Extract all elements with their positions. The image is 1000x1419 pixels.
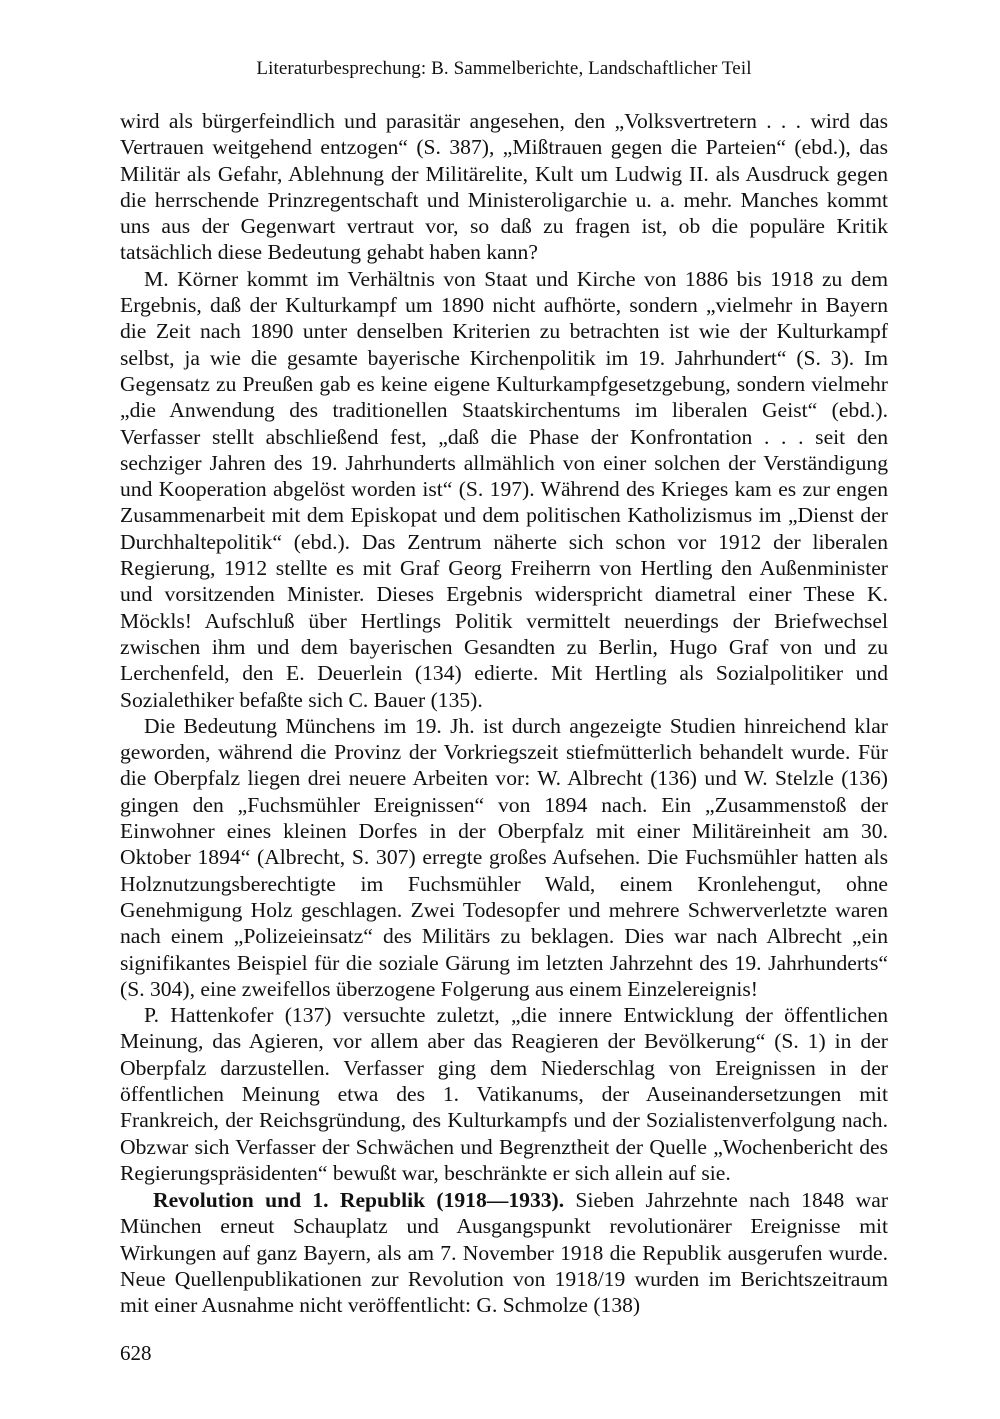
section-revolution xyxy=(120,1187,888,1318)
paragraph-3: Die Bedeutung Münchens im 19. Jh. ist durch angezeigte Studien hinreichend klar geworden, während die Provinz der Vorkriegszeit stiefmütterlich behandelt wurde. Für die Oberpfalz liegen drei neuere Arbeiten vor: W. Albrecht (136) und W. Stelzle (136) gingen den „Fuchsmühler Ereignissen“ von 1894 nach. Ein „Zusammenstoß der Einwohner eines kleinen Dorfes in der Oberpfalz mit einer Militäreinheit am 30. Oktober 1894“ (Albrecht, S. 307) erregte großes Aufsehen. Die Fuchsmühler hatten als Holznutzungsberechtigte im Fuchsmühler Wald, einem Kronlehengut, ohne Genehmigung Holz geschlagen. Zwei Todesopfer und mehrere Schwerverletzte waren nach einem „Polizeieinsatz“ des Militärs zu beklagen. Dies war nach Albrecht „ein signifikantes Beispiel für die soziale Gärung im letzten Jahrzehnt des 19. Jahrhunderts“ (S. 304), eine zweifellos überzogene Folgerung aus einem Einzelereignis! xyxy=(120,713,888,1001)
paragraph-2: M. Körner kommt im Verhältnis von Staat und Kirche von 1886 bis 1918 zu dem Ergebnis, daß der Kulturkampf um 1890 nicht aufhörte, sondern „vielmehr in Bayern die Zeit nach 1890 unter denselben Kriterien zu betrachten ist wie der Kulturkampf selbst, ja wie die gesamte bayerische Kirchenpolitik im 19. Jahrhundert“ (S. 3). Im Gegensatz zu Preußen gab es keine eigene Kulturkampfgesetzgebung, sondern vielmehr „die Anwendung des traditionellen Staatskirchentums im liberalen Geist“ (ebd.). Verfasser stellt abschließend fest, „daß die Phase der Konfrontation . . . seit den sechziger Jahren des 19. Jahrhunderts allmählich von einer solchen der Verständigung und Kooperation abgelöst worden ist“ (S. 197). Während des Krieges kam es zur engen Zusammenarbeit mit dem Episkopat und dem politischen Katholizismus im „Dienst der Durchhaltepolitik“ (ebd.). Das Zentrum näherte sich schon vor 1912 der liberalen Regierung, 1912 stellte es mit Graf Georg Freiherrn von Hertling den Außenminister und vorsitzenden Minister. Dieses Ergebnis widerspricht diametral einer These K. Möckls! Aufschluß über Hertlings Politik vermittelt neuerdings der Briefwechsel zwischen ihm und dem bayerischen Gesandten zu Berlin, Hugo Graf von und zu Lerchenfeld, den E. Deuerlein (134) edierte. Mit Hertling als Sozialpolitiker und Sozialethiker befaßte sich C. Bauer (135). xyxy=(120,266,888,712)
page-number: 628 xyxy=(120,1341,152,1365)
running-head: Literaturbesprechung: B. Sammelberichte, Landschaftlicher Teil xyxy=(256,58,752,79)
paragraph-1: wird als bürgerfeindlich und parasitär angesehen, den „Volksvertretern . . . wird das Vertrauen weitgehend entzogen“ (S. 387), „Mißtrauen gegen die Parteien“ (ebd.), das Militär als Gefahr, Ablehnung der Militärelite, Kult um Ludwig II. als Ausdruck gegen die herrschende Prinzregentschaft und Ministeroligarchie u. a. mehr. Manches kommt uns aus der Gegenwart vertraut vor, so daß zu fragen ist, ob die populäre Kritik tatsächlich diese Bedeutung gehabt haben kann? xyxy=(120,109,888,265)
body-text xyxy=(120,108,888,1186)
section-text: Sieben Jahrzehnte nach 1848 war München erneut Schauplatz und Ausgangspunkt revolutionärer Ereignisse mit Wirkungen auf ganz Bayern, als am 7. November 1918 die Republik ausgerufen wurde. Neue Quellenpublikationen zur Revolution von 1918/19 wurden im Berichtszeitraum mit einer Ausnahme nicht veröffentlicht: G. Schmolze (138) xyxy=(120,1188,889,1318)
paragraph-4: P. Hattenkofer (137) versuchte zuletzt, „die innere Entwicklung der öffentlichen Meinung, das Agieren, vor allem aber das Reagieren der Bevölkerung“ (S. 1) in der Oberpfalz darzustellen. Verfasser ging dem Niederschlag von Ereignissen in der öffentlichen Meinung etwa des 1. Vatikanums, der Auseinandersetzungen mit Frankreich, der Reichsgründung, des Kulturkampfs und der Sozialistenverfolgung nach. Obzwar sich Verfasser der Schwächen und Begrenztheit der Quelle „Wochenbericht des Regierungspräsidenten“ bewußt war, beschränkte er sich allein auf sie. xyxy=(120,1003,888,1185)
section-heading: Revolution und 1. Republik (1918—1933). xyxy=(153,1188,565,1212)
